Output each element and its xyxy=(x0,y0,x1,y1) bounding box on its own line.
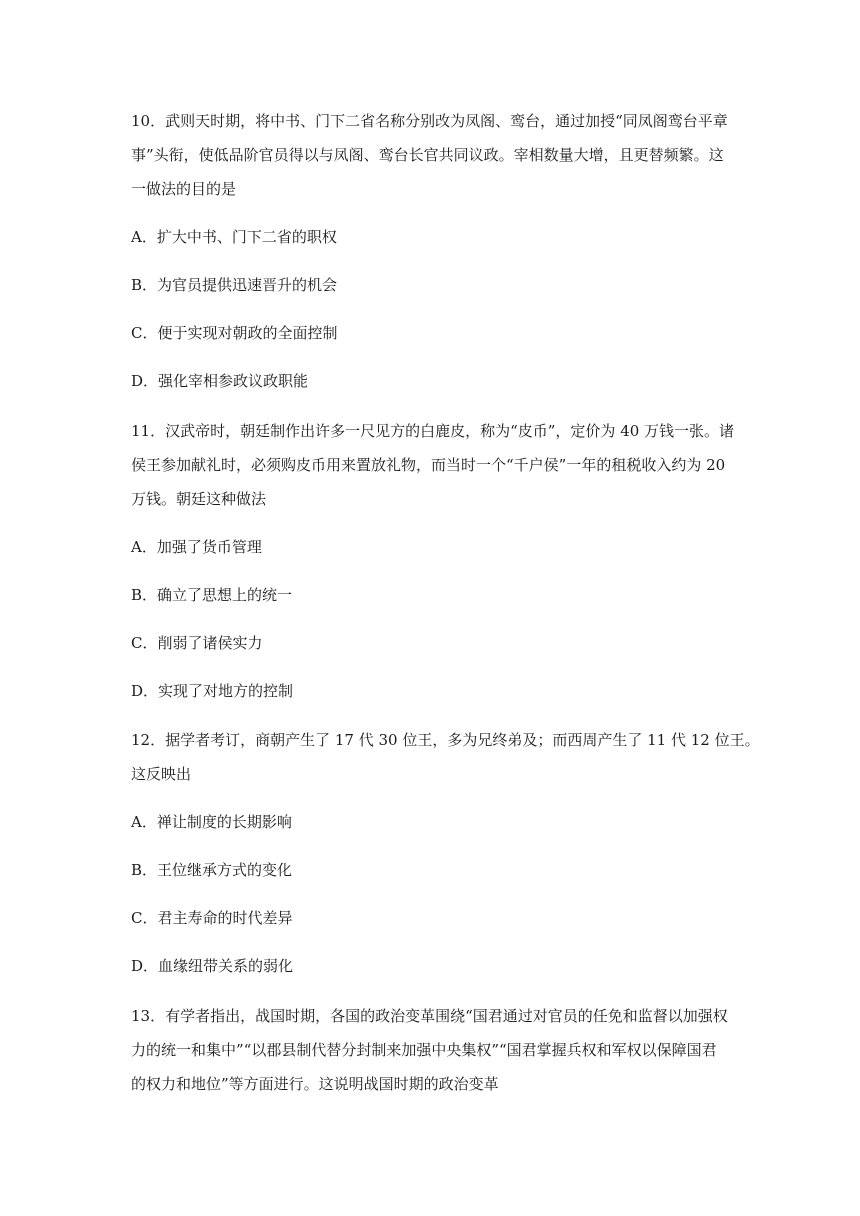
question-10-option-c[interactable]: C．便于实现对朝政的全面控制 xyxy=(131,324,338,342)
question-12-stem-line-1: 12．据学者考订，商朝产生了 17 代 30 位王，多为兄终弟及；而西周产生了 11 代 12 位王。 xyxy=(131,731,760,749)
question-12-option-b[interactable]: B．王位继承方式的变化 xyxy=(131,861,293,879)
question-13-stem-line-2: 力的统一和集中”“以郡县制代替分封制来加强中央集权”“国君掌握兵权和军权以保障国君 xyxy=(131,1041,717,1059)
question-10-stem-line-1: 10．武则天时期，将中书、门下二省名称分别改为凤阁、鸾台，通过加授“同凤阁鸾台平章 xyxy=(131,112,728,130)
question-10-option-b[interactable]: B．为官员提供迅速晋升的机会 xyxy=(131,276,338,294)
question-11-option-d[interactable]: D．实现了对地方的控制 xyxy=(131,682,294,700)
question-13-stem-line-1: 13．有学者指出，战国时期，各国的政治变革围绕“国君通过对官员的任免和监督以加强权 xyxy=(131,1007,728,1025)
question-11-stem-line-3: 万钱。朝廷这种做法 xyxy=(131,490,267,508)
question-11-option-b[interactable]: B．确立了思想上的统一 xyxy=(131,586,293,604)
question-10-stem-line-3: 一做法的目的是 xyxy=(131,180,237,198)
question-10-option-d[interactable]: D．强化宰相参政议政职能 xyxy=(131,372,309,390)
question-12-option-a[interactable]: A．禅让制度的长期影响 xyxy=(131,813,292,831)
question-10-option-a[interactable]: A．扩大中书、门下二省的职权 xyxy=(131,228,337,246)
question-11-option-a[interactable]: A．加强了货币管理 xyxy=(131,538,262,556)
question-11-option-c[interactable]: C．削弱了诸侯实力 xyxy=(131,634,263,652)
question-13-stem-line-3: 的权力和地位”等方面进行。这说明战国时期的政治变革 xyxy=(131,1075,499,1093)
question-12-option-c[interactable]: C．君主寿命的时代差异 xyxy=(131,909,293,927)
question-11-stem-line-2: 侯王参加献礼时，必须购皮币用来置放礼物，而当时一个“千户侯”一年的租税收入约为 20 xyxy=(131,456,726,474)
question-12-stem-line-2: 这反映出 xyxy=(131,765,192,783)
question-10-stem-line-2: 事”头衔，使低品阶官员得以与凤阁、鸾台长官共同议政。宰相数量大增，且更替频繁。这 xyxy=(131,146,724,164)
question-11-stem-line-1: 11．汉武帝时，朝廷制作出许多一尺见方的白鹿皮，称为“皮币”，定价为 40 万钱一张。诸 xyxy=(131,422,735,440)
question-12-option-d[interactable]: D．血缘纽带关系的弱化 xyxy=(131,957,294,975)
